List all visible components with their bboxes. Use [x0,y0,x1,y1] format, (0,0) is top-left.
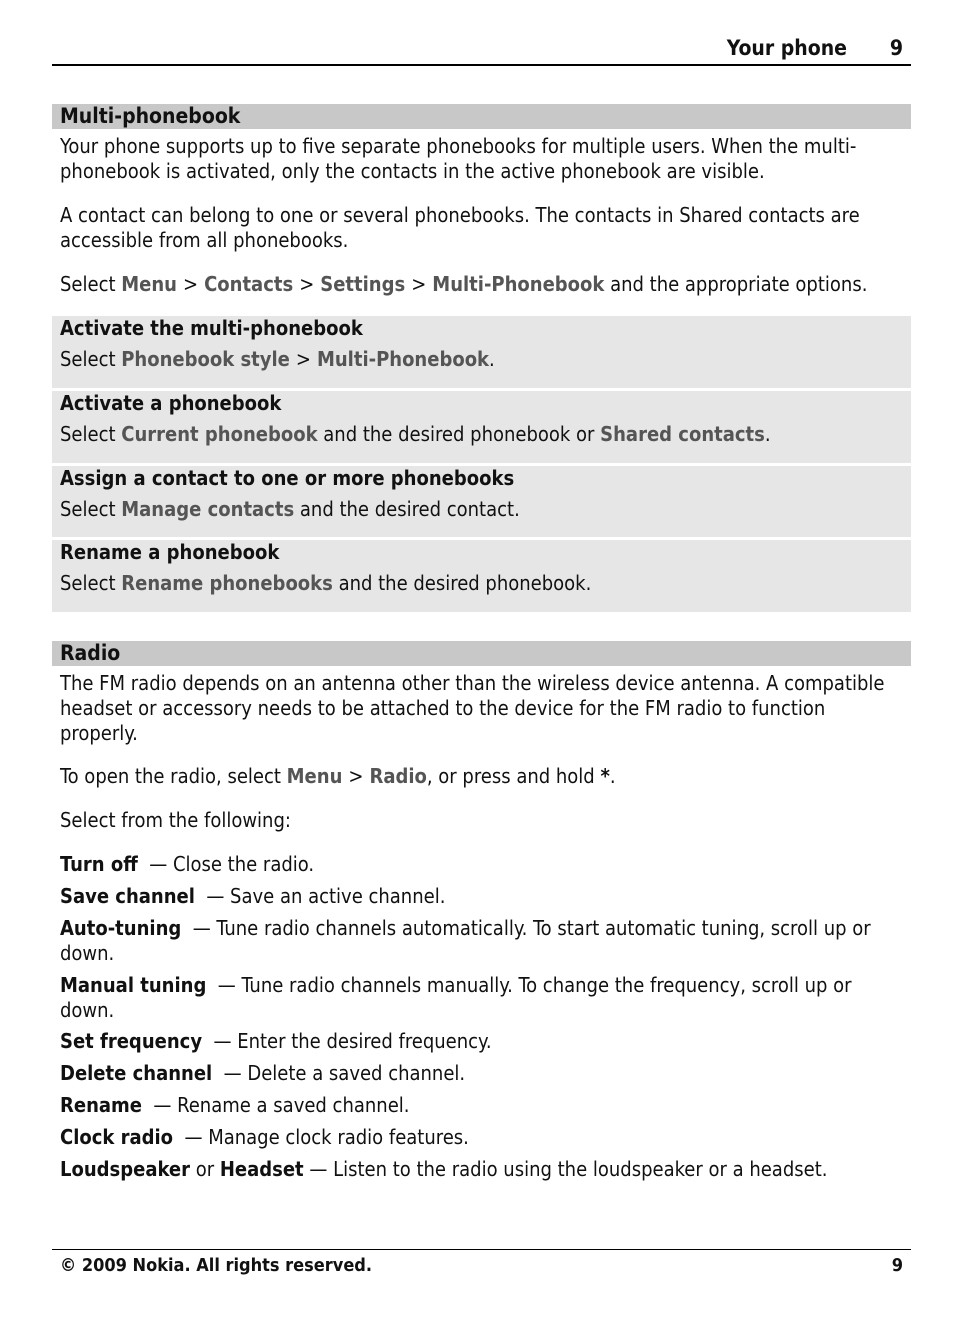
task-title: Rename a phonebook [60,540,280,564]
task-text: and the desired contact. [299,497,520,521]
option-desc: — Rename a saved channel. [153,1093,410,1117]
option-term: Auto-tuning [60,916,182,940]
select-word: Select [60,422,116,446]
menu-item-rename-phonebooks: Rename phonebooks [121,571,333,595]
option-term: Turn off [60,852,138,876]
option-loudspeaker-headset [60,1157,905,1182]
header-title: Your phone [726,36,847,60]
task-title: Activate a phonebook [60,391,282,415]
or-word: or [195,1157,215,1181]
option-desc: — Enter the desired frequency. [213,1029,492,1053]
option-desc: — Manage clock radio features. [184,1125,469,1149]
select-word: Select [60,272,116,296]
option-desc: — Listen to the radio using the loudspeaker or a headset. [309,1157,828,1181]
option-turn-off [60,852,905,877]
select-word: Select [60,347,116,371]
option-auto-tuning [60,916,905,966]
footer-copyright: © 2009 Nokia. All rights reserved. [60,1255,373,1276]
task-body [60,347,903,372]
section-heading-radio: Radio [52,641,911,666]
page-header [52,36,911,66]
option-term: Save channel [60,884,195,908]
menu-item-menu: Menu [286,764,343,788]
task-body [60,497,903,522]
menu-item-contacts: Contacts [204,272,294,296]
option-delete-channel [60,1061,905,1086]
period: . [764,422,771,446]
option-desc: — Close the radio. [149,852,315,876]
section-heading-multiphonebook: Multi-phonebook [52,104,911,129]
option-save-channel [60,884,905,909]
path-suffix: and the appropriate options. [610,272,868,296]
task-text: and the desired phonebook. [338,571,592,595]
option-term: Set frequency [60,1029,203,1053]
header-page-number: 9 [889,36,903,60]
menu-item-current-phonebook: Current phonebook [121,422,318,446]
open-mid: , or press and hold [426,764,595,788]
task-body [60,571,903,596]
period: . [489,347,495,371]
option-term: Manual tuning [60,973,207,997]
option-term: Clock radio [60,1125,174,1149]
task-box-activate-phonebook [52,391,911,463]
task-box-activate-multiphonebook [52,316,911,388]
option-term-headset: Headset [219,1157,304,1181]
option-term: Rename [60,1093,142,1117]
option-desc: — Delete a saved channel. [223,1061,466,1085]
option-desc: — Tune radio channels automatically. To start automatic tuning, scroll up or down. [60,916,871,965]
menu-item-settings: Settings [320,272,406,296]
menu-item-shared-contacts: Shared contacts [600,422,765,446]
option-desc: — Tune radio channels manually. To change the frequency, scroll up or down. [60,973,852,1022]
menu-item-multi-phonebook: Multi-Phonebook [432,272,605,296]
menu-item-menu: Menu [121,272,177,296]
path-separator: > [183,272,199,296]
task-box-assign-contact [52,466,911,537]
option-clock-radio [60,1125,905,1150]
path-separator: > [348,764,364,788]
menu-item-radio: Radio [369,764,427,788]
select-word: Select [60,571,116,595]
option-set-frequency [60,1029,905,1054]
radio-open-instructions [60,764,905,789]
multiphonebook-menu-path [60,272,905,297]
menu-item-multi-phonebook: Multi-Phonebook [316,347,490,371]
option-desc: — Save an active channel. [206,884,446,908]
task-body [60,422,903,447]
option-term: Delete channel [60,1061,213,1085]
select-from-text: Select from the following: [60,808,291,832]
task-title: Assign a contact to one or more phonebooks [60,466,515,490]
option-rename [60,1093,905,1118]
task-text: and the desired phonebook or [323,422,595,446]
star-key: * [600,764,610,788]
option-manual-tuning [60,973,905,1023]
path-separator: > [299,272,315,296]
task-title: Activate the multi-phonebook [60,316,363,340]
radio-intro: The FM radio depends on an antenna other than the wireless device antenna. A compatible headset or accessory needs to be attached to the device for the FM radio to function properly. [60,671,885,745]
menu-item-manage-contacts: Manage contacts [121,497,295,521]
option-term-loudspeaker: Loudspeaker [60,1157,190,1181]
period: . [609,764,616,788]
footer-page-number: 9 [891,1255,903,1276]
open-prefix: To open the radio, select [60,764,281,788]
menu-item-phonebook-style: Phonebook style [121,347,290,371]
select-word: Select [60,497,116,521]
footer-divider [52,1249,911,1250]
path-separator: > [295,347,311,371]
task-box-rename-phonebook [52,540,911,612]
path-separator: > [411,272,427,296]
multiphonebook-intro: Your phone supports up to five separate phonebooks for multiple users. When the multi-phonebook is activated, only the contacts in the active phonebook are visible. [60,134,857,183]
multiphonebook-shared-text: A contact can belong to one or several phonebooks. The contacts in Shared contacts are accessible from all phonebooks. [60,203,860,252]
